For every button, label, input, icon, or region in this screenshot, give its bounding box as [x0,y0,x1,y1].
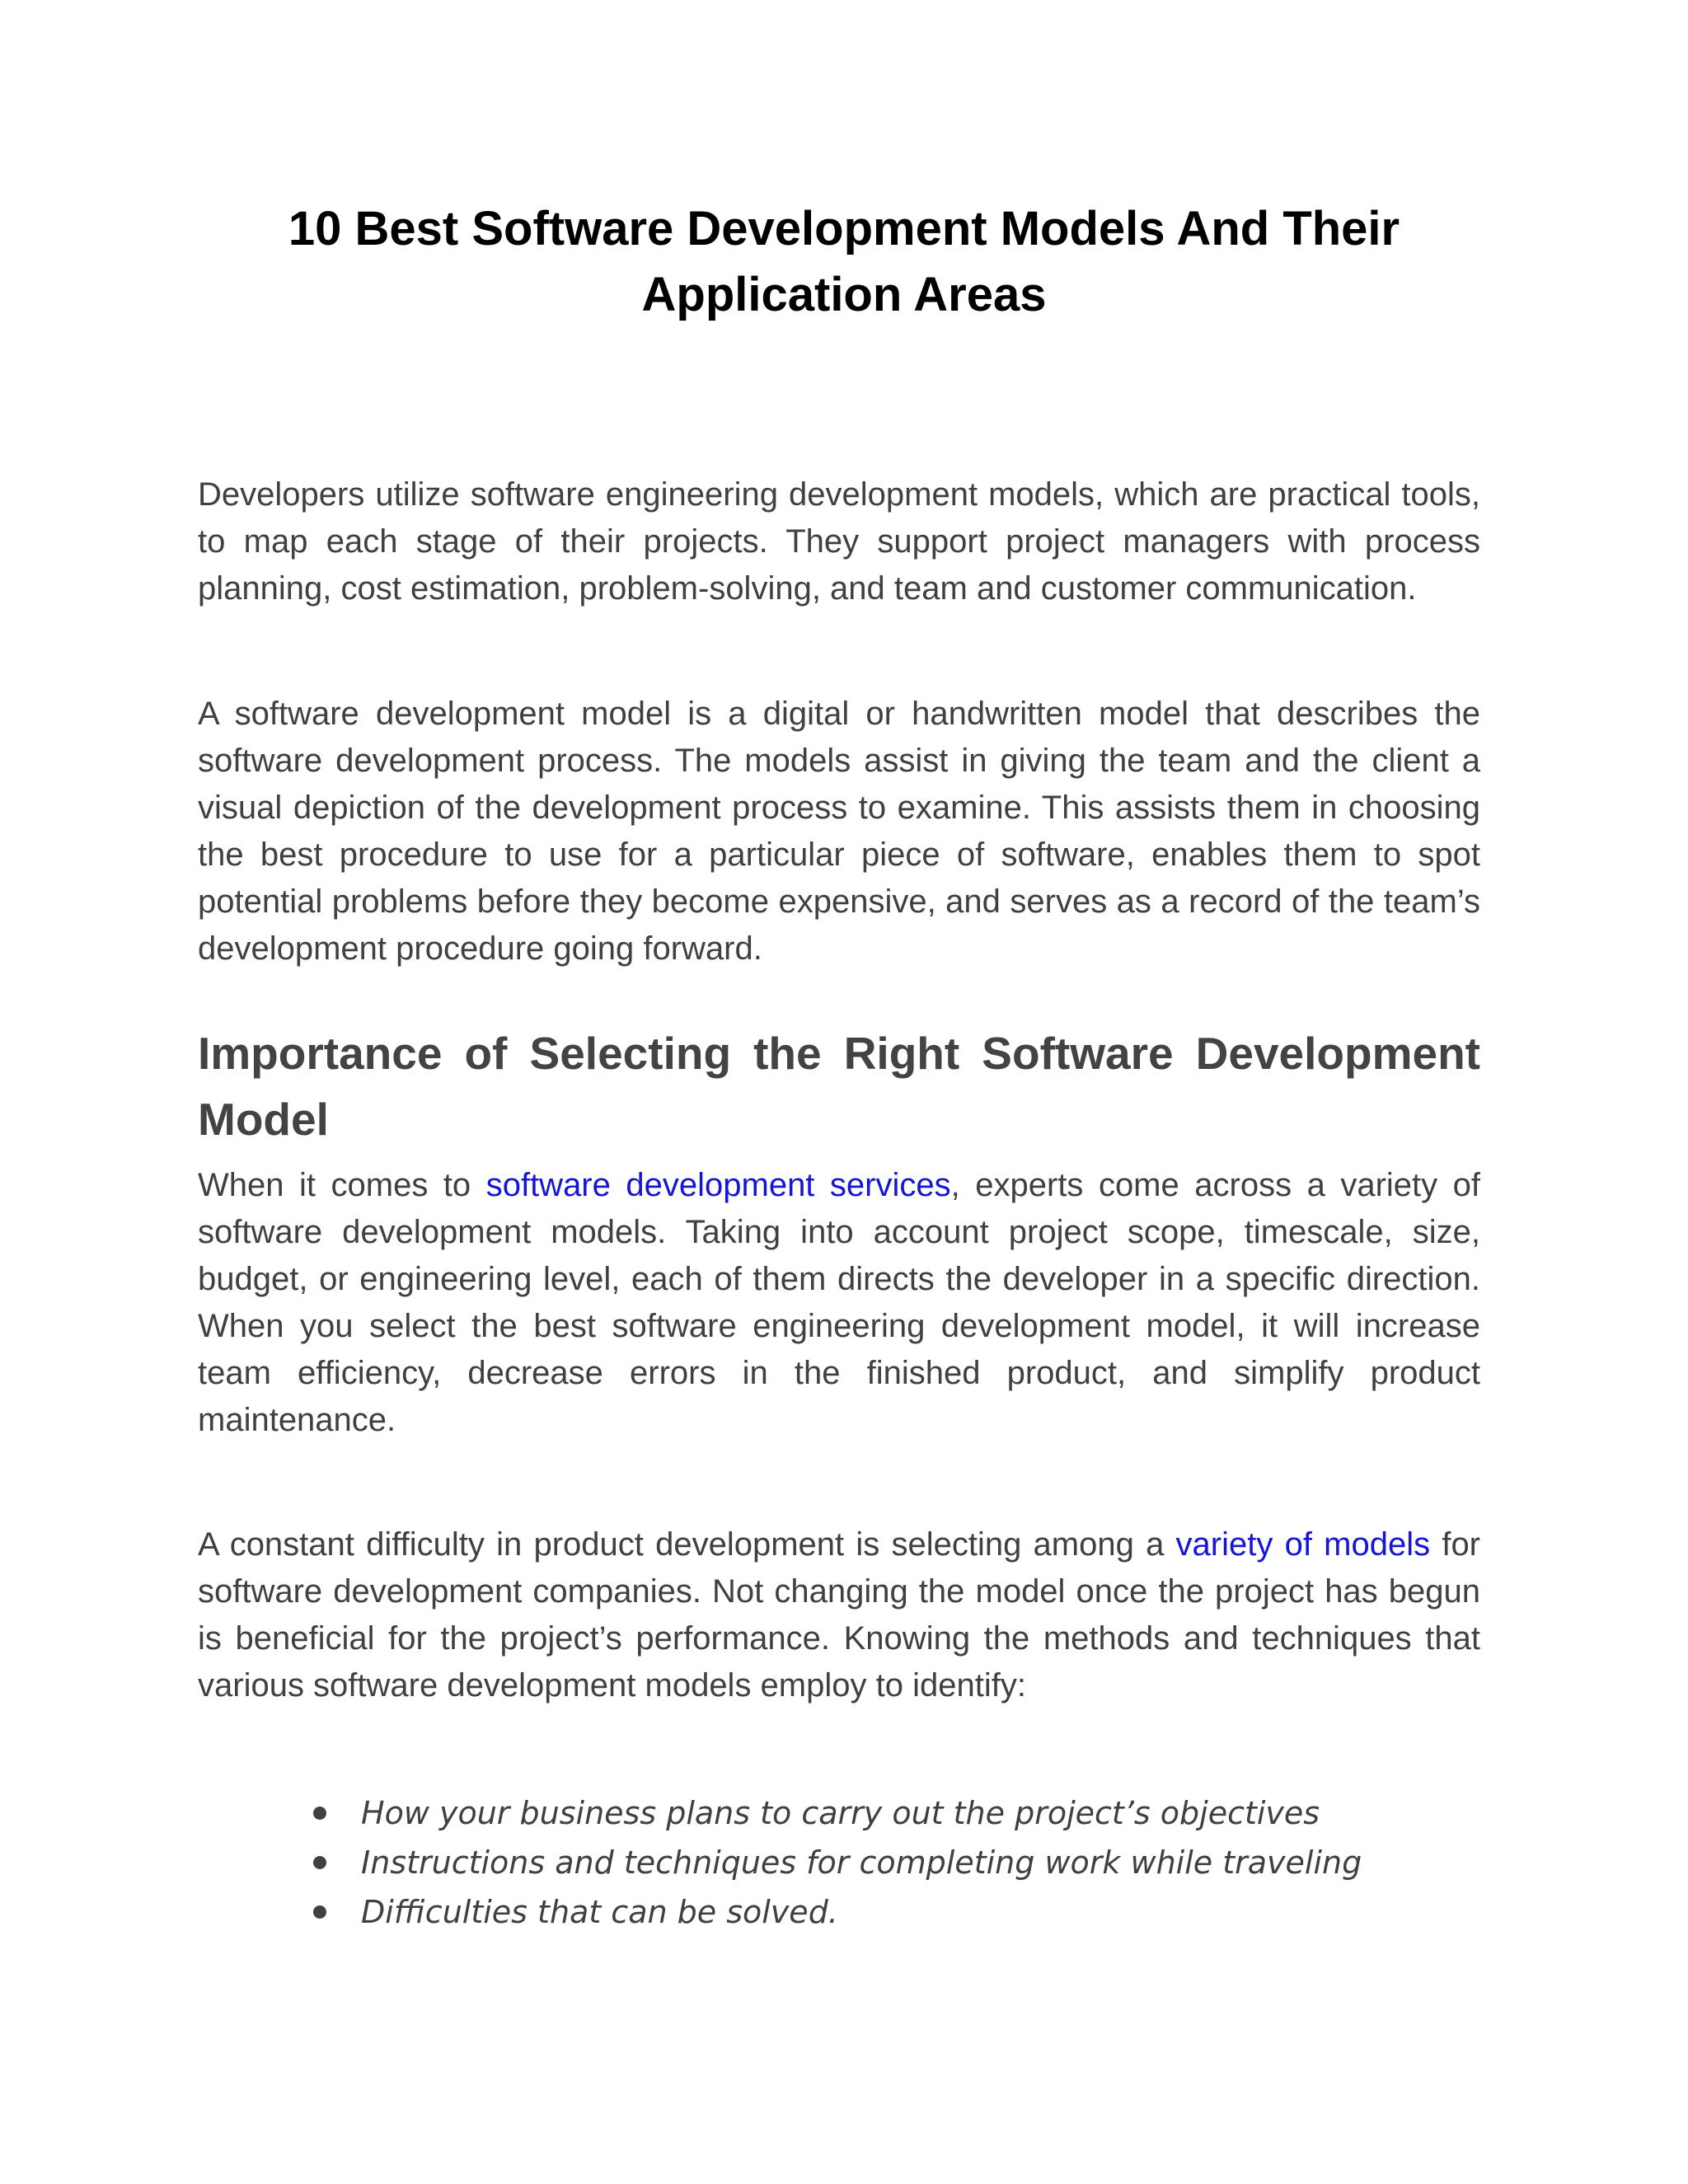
list-item [310,1887,1546,1937]
section-paragraph-2-text-end: for software development companies. Not changing the model once the project has begun is beneficial for the project’s performance. Knowing the methods and techniques that various software development models employ to identify: [198,1526,1481,1704]
intro-paragraph-1: Developers utilize software engineering development models, which are practical tools, to map each stage of their projects. They support project managers with process planning, cost estimation, problem-solving, and team and customer communication. [198,476,1480,607]
software-development-services-link[interactable]: software development services [485,1167,951,1203]
page-title: 10 Best Software Development Models And Their Application Areas [288,202,1400,321]
list-item-text: How your business plans to carry out the project’s objectives [361,1795,1320,1831]
section-paragraph-1-text-end: , experts come across a variety of software development models. Taking into account project scope, timescale, size, budget, or engineering level, each of them directs the developer in a specific direction. When you select the best software engineering development model, it will increase team efficiency, decrease errors in the finished product, and simplify product maintenance. [198,1167,1481,1438]
list-item [310,1788,1546,1838]
list-item-text: Difficulties that can be solved. [361,1894,838,1930]
bullet-dot-icon [313,1905,326,1919]
bullet-dot-icon [313,1807,326,1820]
section-paragraph-2 [198,1521,1480,1709]
intro-paragraph-2: A software development model is a digital or handwritten model that describes the software development process. The models assist in giving the team and the client a visual depiction of the development process to examine. This assists them in choosing the best procedure to use for a particular piece of software, enables them to spot potential problems before they become expensive, and serves as a record of the team’s development procedure going forward. [198,696,1480,967]
list-item [310,1838,1546,1887]
bullet-dot-icon [313,1856,326,1869]
bullet-list [310,1788,1546,1937]
section-paragraph-1 [198,1162,1480,1444]
section-heading: Importance of Selecting the Right Software Development Model [198,1028,1480,1145]
section-paragraph-1-text-start: When it comes to [198,1167,486,1203]
section-paragraph-2-text-start: A constant difficulty in product development is selecting among a [198,1526,1176,1563]
list-item-text: Instructions and techniques for completing work while traveling [361,1844,1362,1881]
variety-of-models-link[interactable]: variety of models [1175,1526,1431,1563]
